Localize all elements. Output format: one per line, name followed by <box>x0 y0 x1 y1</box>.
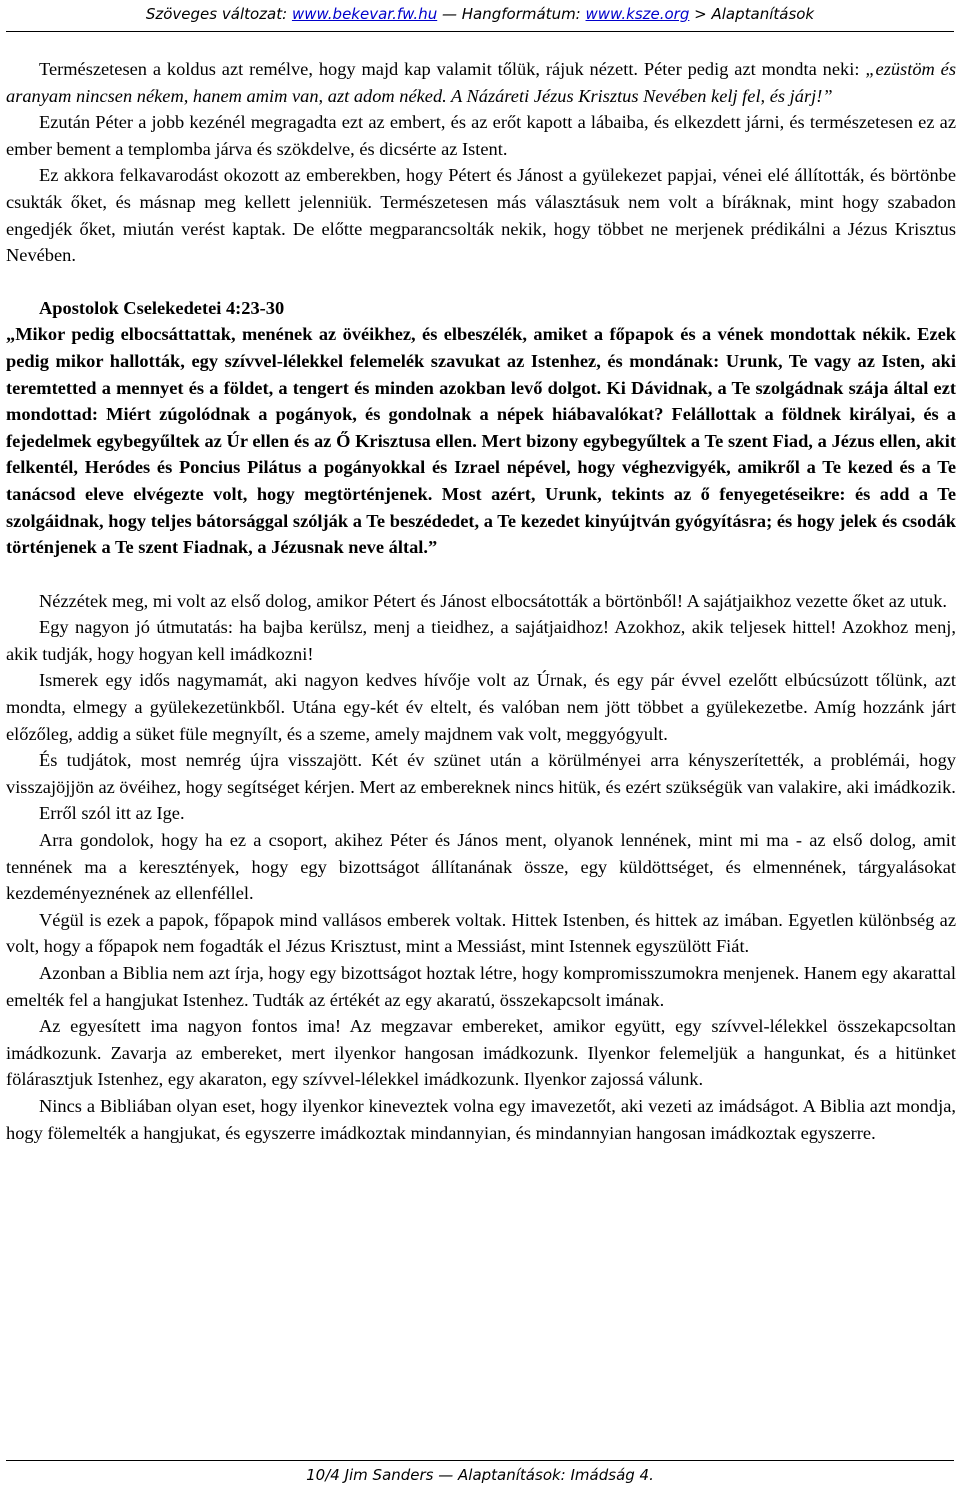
paragraph-biblia: Azonban a Biblia nem azt írja, hogy egy bizottságot hoztak létre, hogy kompromisszumokra menjenek. Hanem egy akarattal emelték fel a hangjukat Istenhez. Tudták az értékét az egy akaratú, összekapcsolt imának. <box>6 963 956 1010</box>
paragraph-papok: Végül is ezek a papok, főpapok mind vallásos emberek voltak. Hittek Istenben, és hittek az imában. Egyetlen különbség az volt, hogy a főpapok nem fogadták el Jézus Krisztust, mint a Messiást, mint Istennek egyszülött Fiát. <box>6 909 956 957</box>
paragraph-csoport: Arra gondolok, hogy ha ez a csoport, akihez Péter és János ment, olyanok lennének, mint mi ma - az első dolog, amit tennének ma a keresztények, hogy egy bizottságot állítanának össze, egy küldöttséget, és elmennének, tárgyalásokat kezdeményeznének az ellenféllel. <box>6 830 956 904</box>
paragraph-imavezeto: Nincs a Bibliában olyan eset, hogy ilyenkor kineveztek volna egy imavezetőt, aki vezeti az imádságot. A Biblia azt mondja, hogy fölemelték a hangjukat, és egyszerre imádkoztak mindannyian, és mindannyian hangosan imádkoztak egyszerre. <box>6 1095 956 1143</box>
header-middle: — Hangformátum: <box>437 5 586 23</box>
paragraph-egyesitett-ima: Az egyesített ima nagyon fontos ima! Az megzavar embereket, amikor együtt, egy szívvel-lélekkel összekapcsoltan imádkozunk. Zavarja az embereket, mert ilyenkor hangosan imádkozunk. Ilyenkor felemeljük a hangunkat, és a hitünket fölárasztjuk Istenhez, egy akaraton, egy szívvel-lélekkel imádkozunk. Ilyenkor zajossá válunk. <box>6 1016 956 1090</box>
paragraph-visszajott: És tudjátok, most nemrég újra visszajött. Két év szünet után a körülményei arra kényszerítették, a problémái, hogy visszajöjjön az övéihez, hogy segítséget kérjen. Mert az embereknek nincs hitük, és ezért szükségük van valakire, aki imádkozik. <box>6 750 956 797</box>
header-prefix: Szöveges változat: <box>145 5 292 23</box>
page-header <box>0 0 960 28</box>
paragraph-koldus-text: Természetesen a koldus azt remélve, hogy majd kap valamit tőlük, rájuk nézett. Péter pedig azt mondta neki: <box>39 59 866 79</box>
spacer <box>6 269 956 295</box>
bible-quote: „Mikor pedig elbocsáttattak, menének az övéikhez, és elbeszélék, amiket a főpapok és a vének mondottak nékik. Ezek pedig mikor hallották, egy szívvel-lélekkel felemelék szavukat az Istenhez, és mondának: Urunk, Te vagy az Isten, aki teremtetted a mennyet és a földet, a tengert és minden azokban levő dolgot. Ki Dávidnak, a Te szolgádnak szája által ezt mondottad: Miért zúgolódnak a pogányok, és gondolnak a népek hiábavalókat? Felállottak a földnek királyai, és a fejedelmek egybegyűltek az Úr ellen és az Ő Krisztusa ellen. Mert bizony egybegyűltek a Te szent Fiad, a Jézus ellen, akit felkentél, Heródes és Poncius Pilátus a pogányokkal és Izrael népével, hogy véghezvigyék, amikről a Te kezed és a Te tanácsod eleve elvégezte volt, hogy megtörténjenek. Most azért, Urunk, tekints az ő fenyegetéseikre: és add a Te szolgáidnak, hogy teljes bátorsággal szólják a Te beszédedet, a Te kezedet kinyújtván gyógyításra; és hogy jelek és csodák történjenek a Te szent Fiadnak, a Jézusnak neve által.” <box>6 324 956 558</box>
bible-reference: Apostolok Cselekedetei 4:23-30 <box>39 297 285 318</box>
peter-quote: „ezüstöm és aranyam nincsen nékem, hanem amim van, azt adom néked. A Názáreti Jézus Krisztus Nevében kelj fel, és járj!” <box>6 59 956 106</box>
paragraph-utmutatas: Egy nagyon jó útmutatás: ha bajba kerülsz, menj a tieidhez, a sajátjaidhoz! Azokhoz, akik teljesek hittel! Azokhoz menj, akik tudják, hogy hogyan kell imádkozni! <box>6 617 956 664</box>
footer-rule <box>6 1460 954 1461</box>
paragraph-felkavarodas: Ez akkora felkavarodást okozott az emberekben, hogy Pétert és Jánost a gyülekezet papjai, vénei elé állították, és börtönbe csukták őket, és másnap meg kellett jelenniük. Természetesen más választásuk nem volt a bíráknak, mint hogy szabadon engedjék őket, miután verést kaptak. De előtte megparancsolták nekik, hogy többet ne merjenek prédikálni a Jézus Krisztus Nevében. <box>6 165 956 266</box>
spacer <box>6 561 956 588</box>
document-body <box>6 56 956 1146</box>
paragraph-nagymama: Ismerek egy idős nagymamát, aki nagyon kedves hívője volt az Úrnak, és egy pár évvel ezelőtt elbúcsúzott tőlünk, azt mondta, elmegy a gyülekezetünkből. Utána egy-két év eltelt, és valóban nem jött többet a gyülekezetbe. Amíg hozzánk járt előzőleg, addig a süket füle megnyílt, és a szeme, amely majdnem vak volt, meggyógyult. <box>6 670 956 744</box>
bekevar-link[interactable]: www.bekevar.fw.hu <box>291 5 438 23</box>
page-footer: 10/4 Jim Sanders — Alaptanítások: Imádság 4. <box>306 1466 654 1484</box>
paragraph-ige: Erről szól itt az Ige. <box>39 803 185 824</box>
paragraph-koldus <box>6 56 956 109</box>
paragraph-ezutan: Ezután Péter a jobb kezénél megragadta ezt az embert, és az erőt kapott a lábaiba, és elkezdett járni, és természetesen ez az ember bement a templomba járva és szökdelve, és dicsérte az Istent. <box>6 112 956 159</box>
header-rule <box>6 31 954 32</box>
ksze-link[interactable]: www.ksze.org <box>585 5 690 23</box>
header-suffix: > Alaptanítások <box>689 5 815 23</box>
paragraph-nezzetek: Nézzétek meg, mi volt az első dolog, amikor Pétert és Jánost elbocsátották a börtönből! A sajátjaikhoz vezette őket az utuk. <box>39 590 948 611</box>
